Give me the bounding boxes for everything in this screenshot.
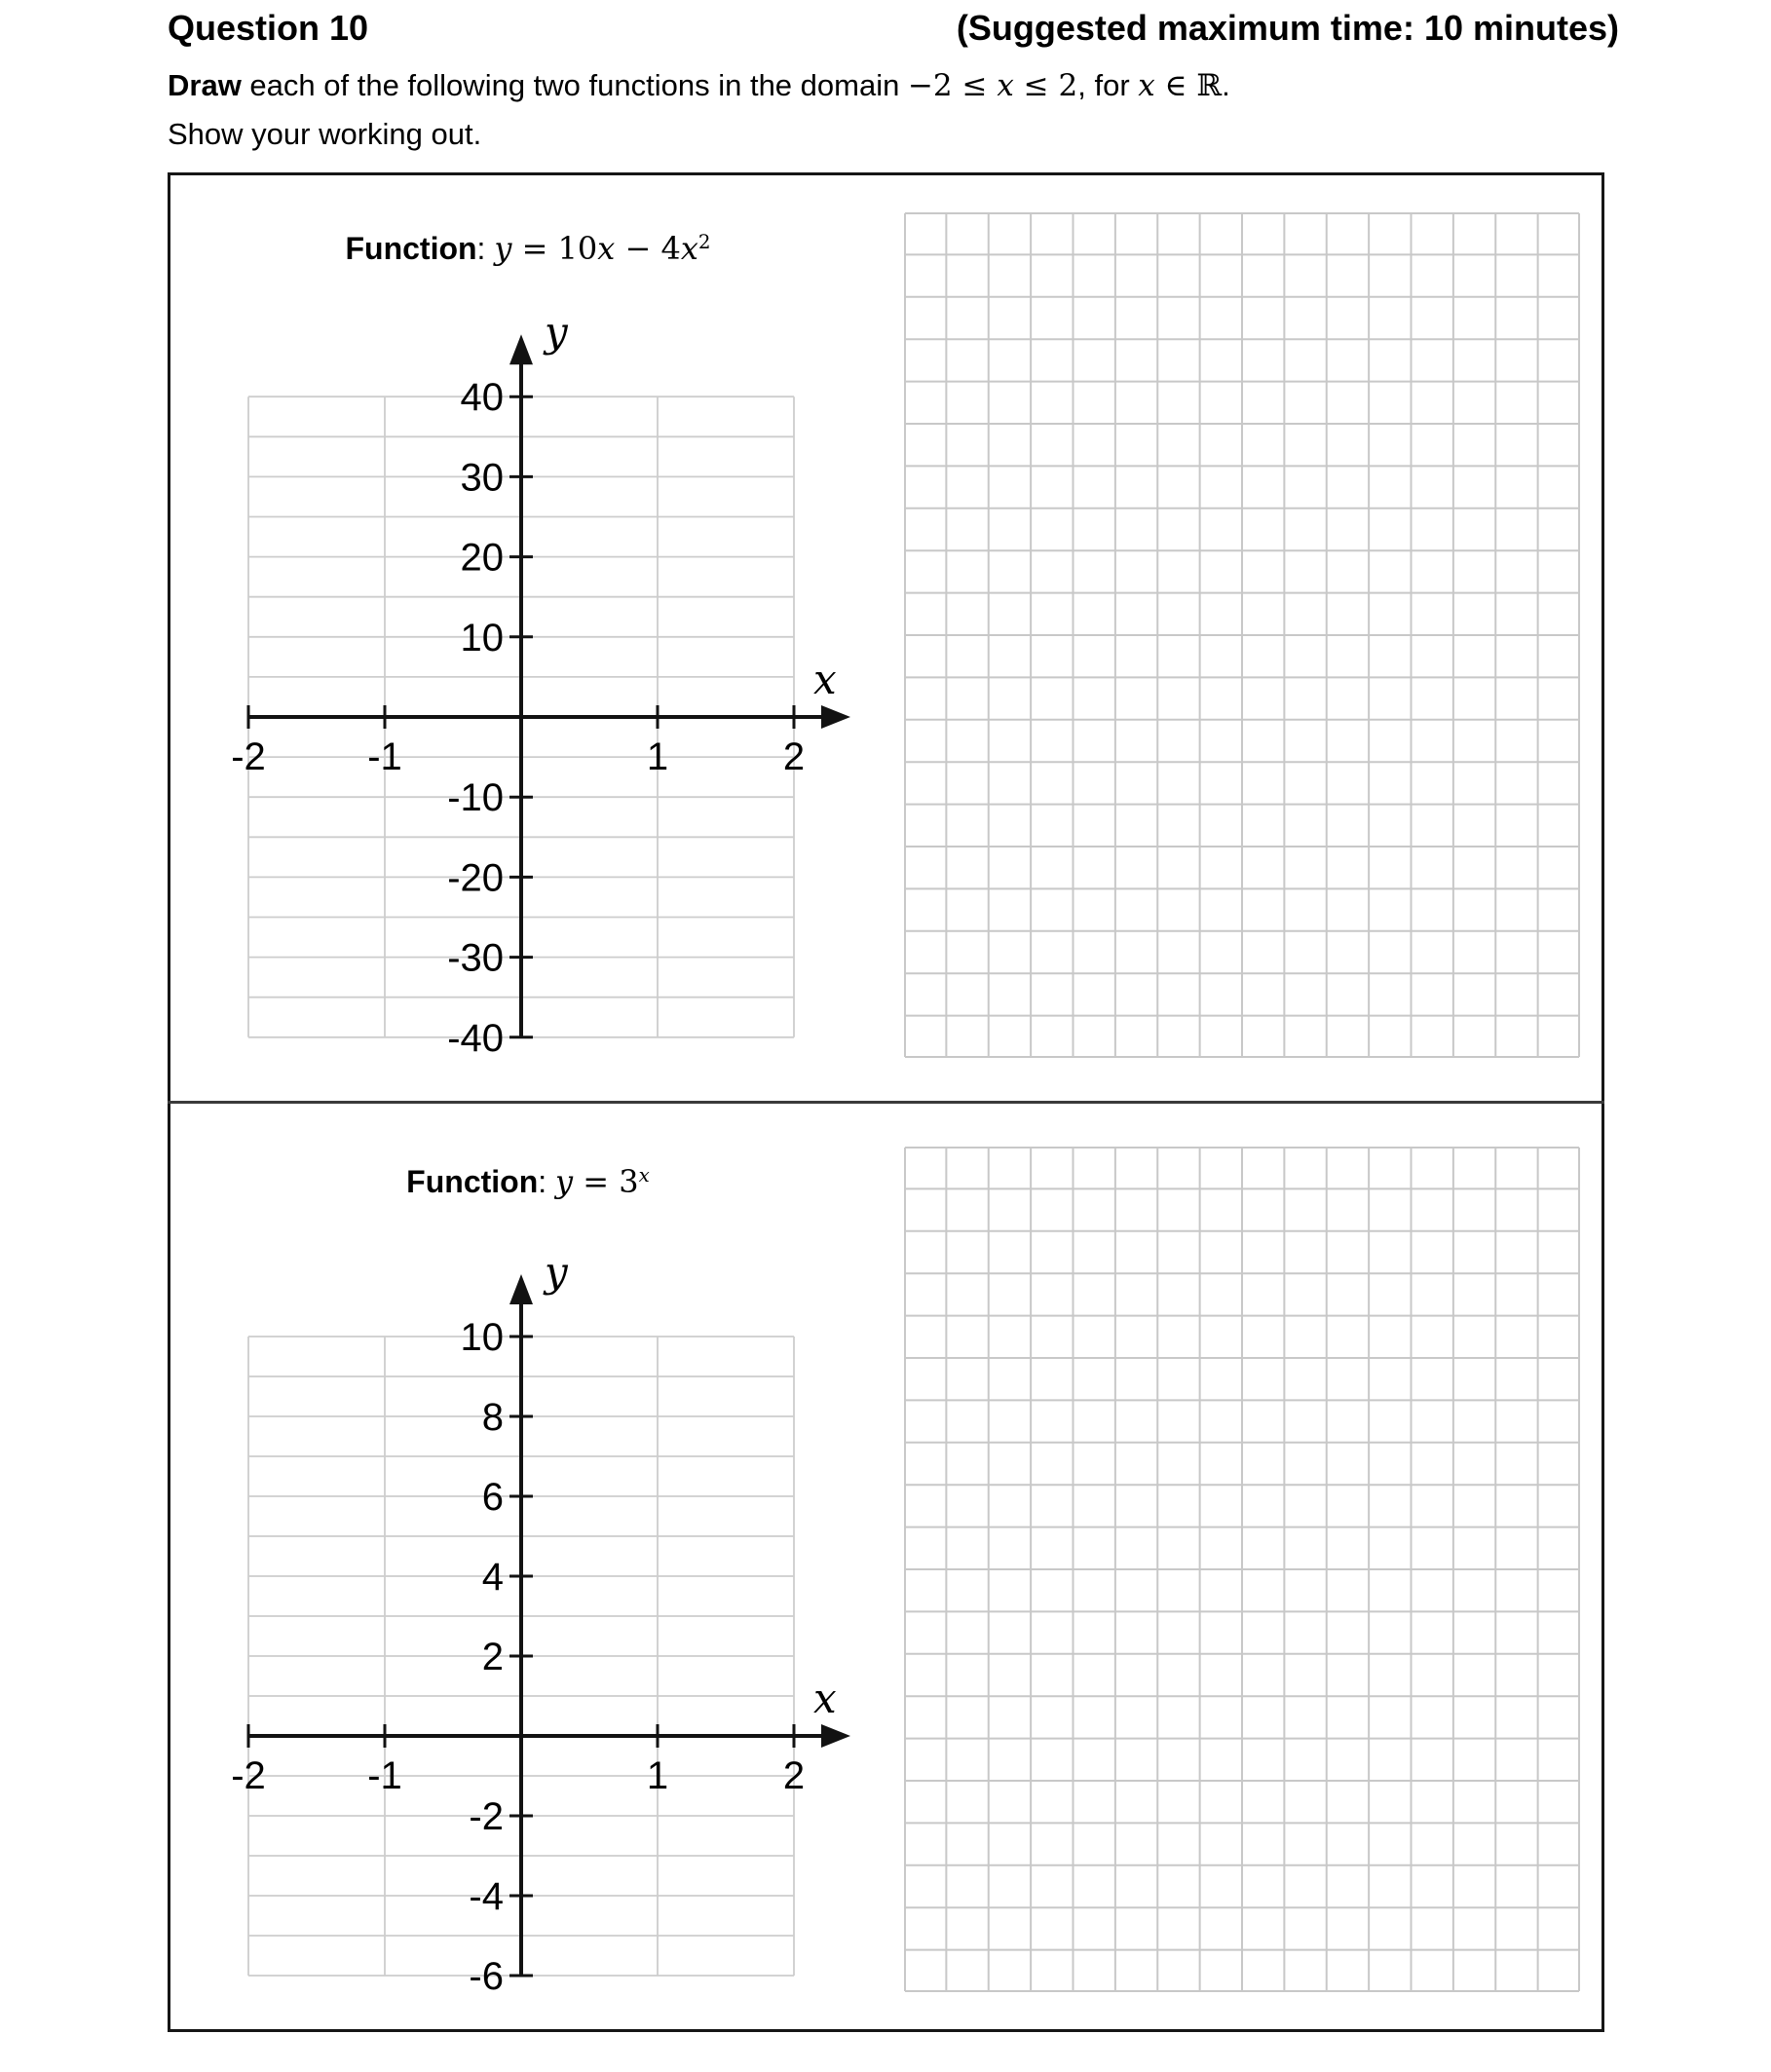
text-part: ≤ 2 (1013, 68, 1078, 103)
y-tick-label: 6 (481, 1476, 504, 1519)
y-axis-arrow (509, 1274, 533, 1304)
y-tick-label: 8 (481, 1396, 504, 1439)
y-tick-label: 30 (460, 456, 504, 500)
y-tick-label: 4 (481, 1556, 504, 1599)
y-tick-label: 2 (481, 1636, 504, 1678)
text-part: 2 (697, 231, 711, 254)
function-graph-2 (175, 1223, 881, 2002)
x-axis-arrow (821, 705, 850, 729)
x-axis-label: x (813, 1675, 837, 1722)
question-number: Question 10 (168, 8, 369, 48)
text-part: : (538, 1164, 556, 1199)
x-axis-label: x (813, 656, 837, 703)
y-tick-label: 10 (460, 616, 504, 659)
text-part: x (638, 1164, 650, 1187)
text-part: Function (406, 1164, 539, 1199)
working-grid-2 (904, 1147, 1580, 1992)
x-tick-label: -1 (367, 735, 402, 778)
y-tick-label: 10 (460, 1316, 504, 1359)
text-part: x (680, 230, 698, 267)
y-tick-label: -40 (447, 1016, 504, 1060)
text-part: = 3 (573, 1163, 639, 1200)
text-part: − 4 (615, 230, 681, 267)
function-graph-1 (175, 283, 881, 1072)
text-part: ∈ ℝ (1154, 68, 1223, 103)
y-tick-label: -6 (469, 1955, 504, 1998)
text-part: : (476, 231, 495, 266)
y-tick-label: -10 (447, 776, 504, 820)
y-tick-label: -4 (469, 1875, 504, 1918)
text-part: x (1138, 68, 1155, 103)
x-axis-arrow (821, 1724, 850, 1748)
section-divider (168, 1101, 1604, 1104)
function-title-2 (175, 1163, 881, 1200)
y-axis-label: y (545, 1248, 568, 1296)
y-tick-label: 40 (460, 376, 504, 420)
text-part: x (997, 68, 1014, 103)
instruction-line (168, 68, 1230, 103)
text-part: = 10 (511, 230, 598, 267)
x-tick-label: -1 (367, 1754, 402, 1797)
x-tick-label: -2 (231, 735, 266, 778)
text-part: x (597, 230, 616, 267)
y-tick-label: -30 (447, 936, 504, 980)
show-working-line: Show your working out. (168, 117, 482, 151)
text-part: each of the following two functions in the domain (241, 68, 908, 102)
x-tick-label: 2 (782, 1754, 806, 1797)
text-part: y (494, 230, 512, 267)
function-title-1 (175, 230, 881, 267)
y-axis-arrow (509, 334, 533, 364)
x-tick-label: 1 (646, 1754, 669, 1797)
y-axis-label: y (545, 308, 568, 357)
y-tick-label: -2 (469, 1795, 504, 1838)
working-grid-1 (904, 212, 1580, 1058)
x-tick-label: 2 (782, 735, 806, 778)
x-tick-label: -2 (231, 1754, 266, 1797)
time-note: (Suggested maximum time: 10 minutes) (956, 8, 1619, 48)
text-part: Function (345, 231, 477, 266)
text-part: Draw (168, 68, 242, 102)
text-part: −2 ≤ (907, 68, 998, 103)
text-part: . (1222, 68, 1230, 102)
text-part: y (555, 1163, 574, 1200)
y-tick-label: -20 (447, 856, 504, 900)
text-part: , for (1077, 68, 1139, 102)
x-tick-label: 1 (646, 735, 669, 778)
y-tick-label: 20 (460, 536, 504, 580)
